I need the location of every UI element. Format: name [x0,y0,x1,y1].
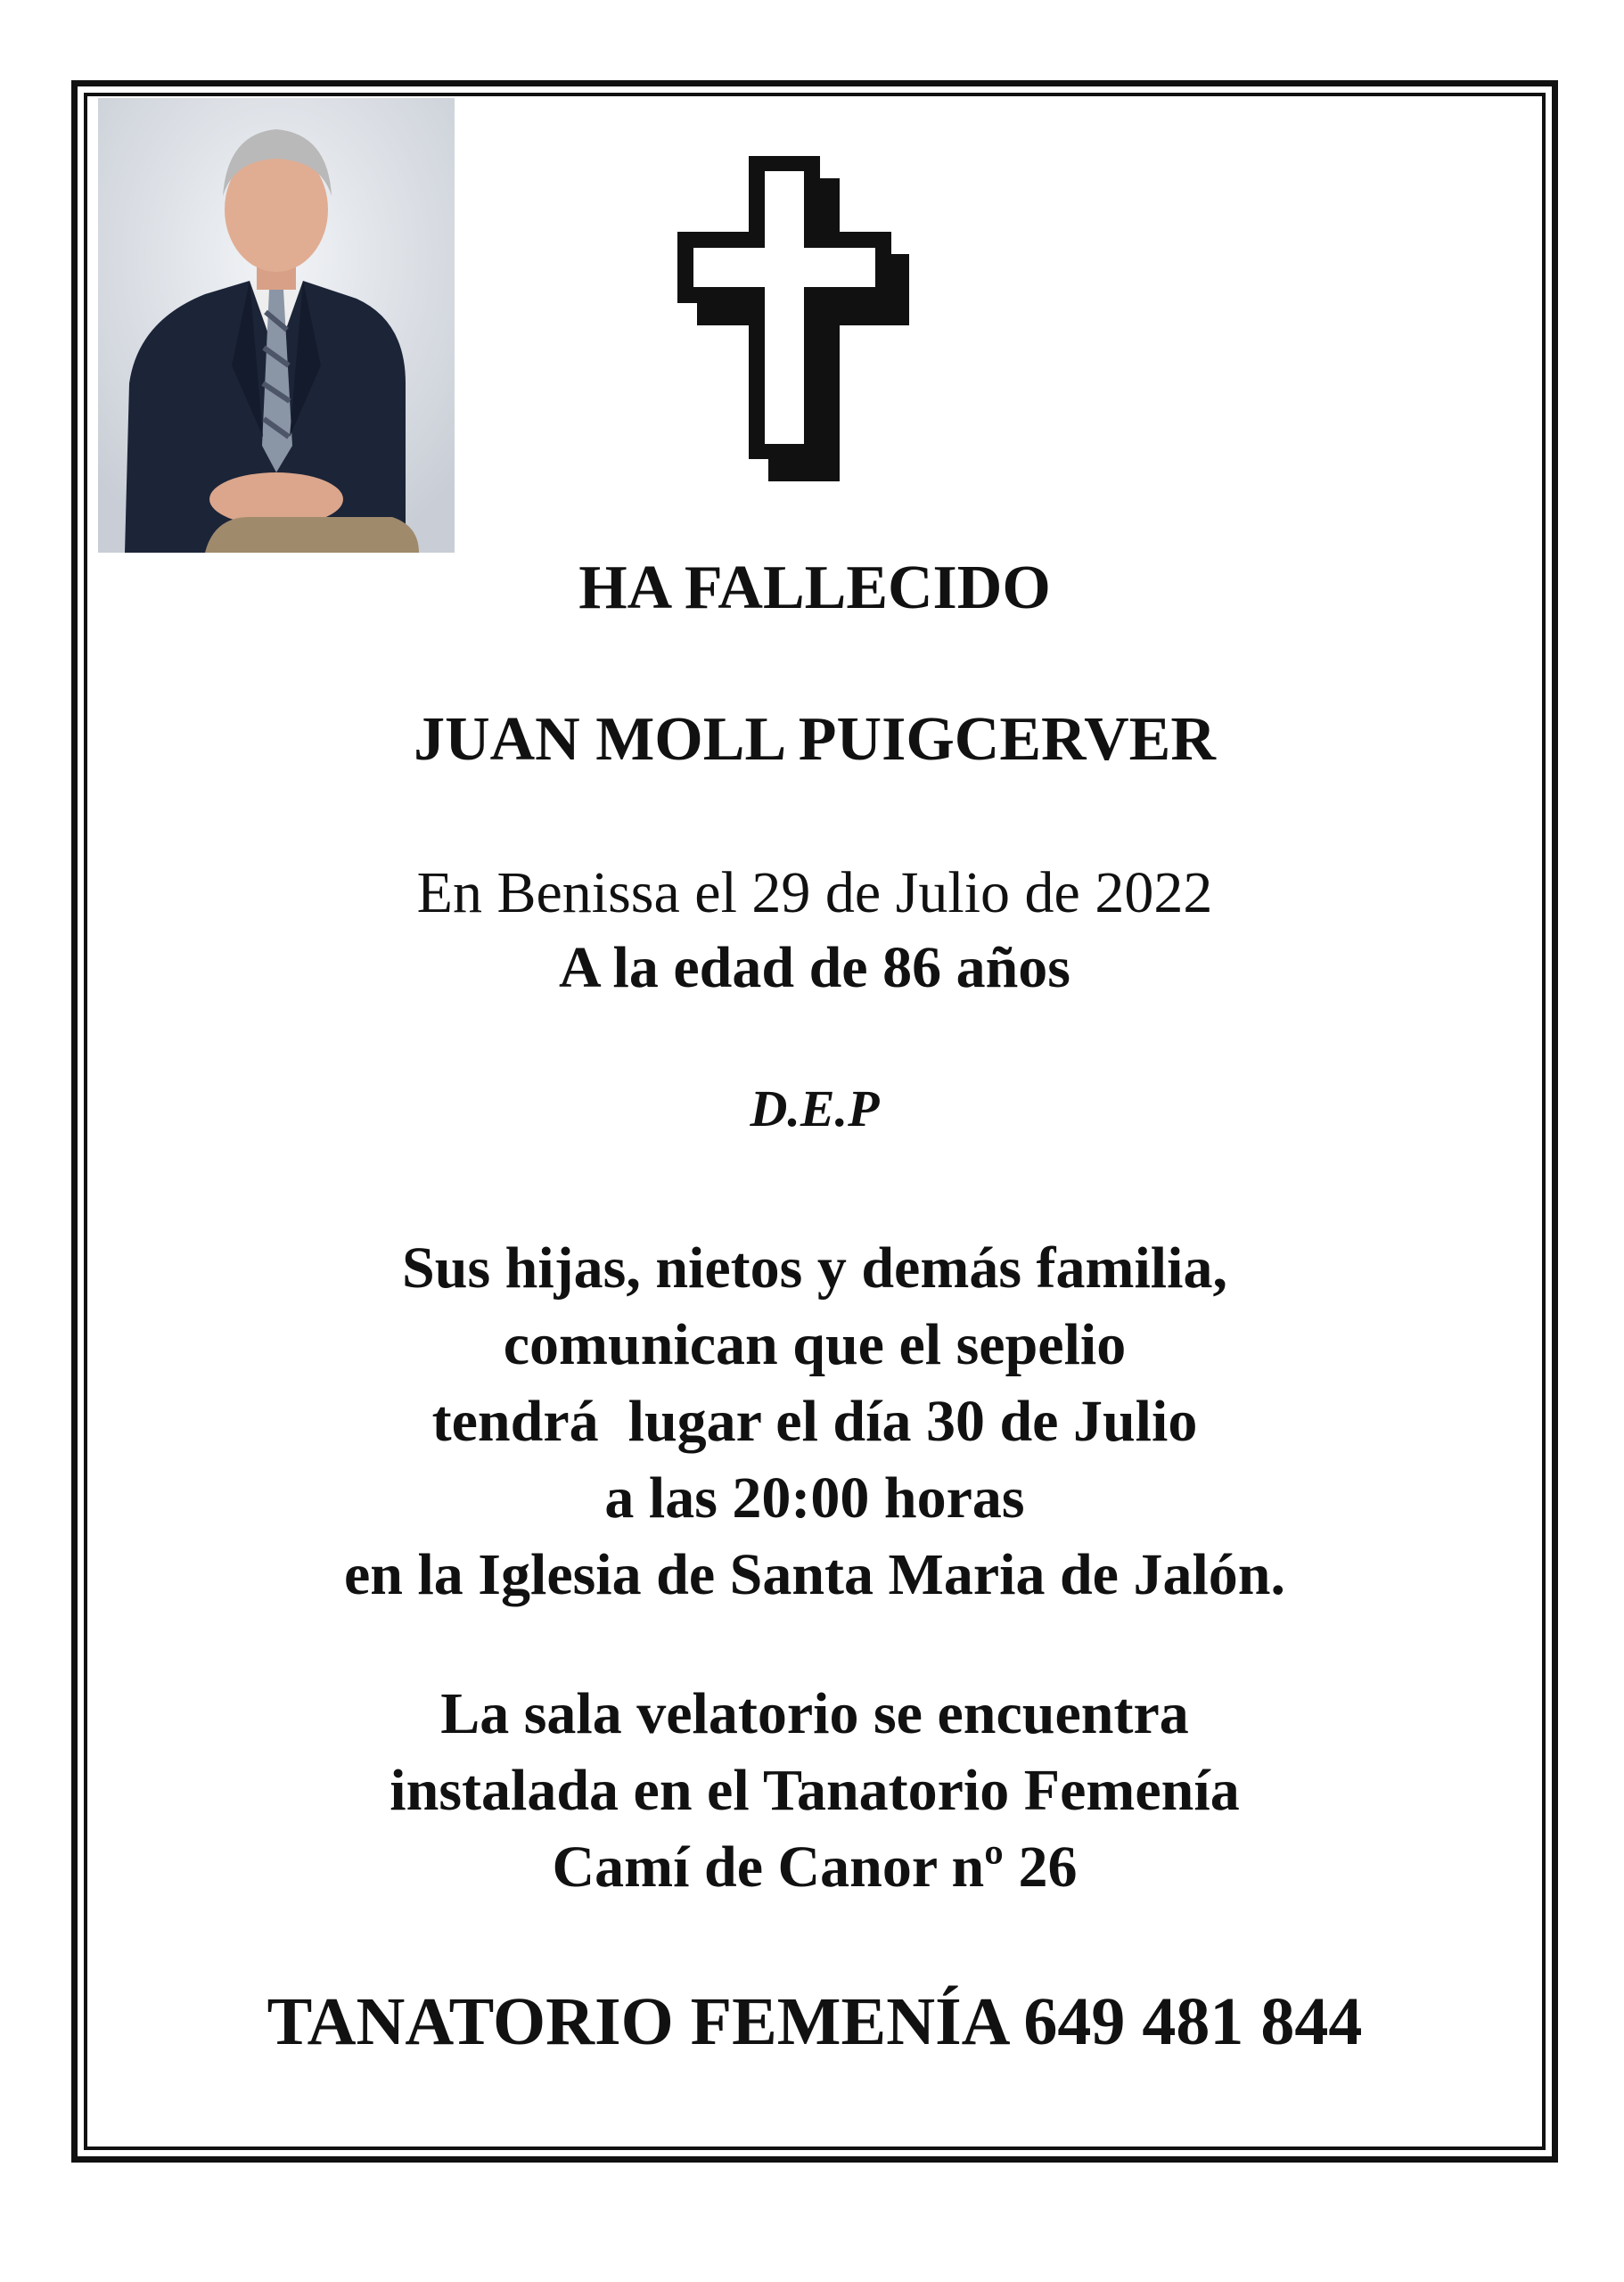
dep-text: D.E.P [750,1079,880,1137]
family-line: Sus hijas, nietos y demás familia, [402,1235,1227,1301]
family-line: a las 20:00 horas [604,1465,1025,1531]
deceased-name-text: JUAN MOLL PUIGCERVER [414,705,1216,774]
place-date-block [84,856,1546,1006]
wake-line: instalada en el Tanatorio Femenía [390,1758,1240,1823]
family-line: en la Iglesia de Santa Maria de Jalón. [343,1542,1286,1607]
family-message [84,1230,1546,1613]
dep [84,1079,1546,1138]
age-line: A la edad de 86 años [559,935,1070,1000]
wake-line: Camí de Canor nº 26 [552,1835,1078,1900]
footer-contact [84,1983,1546,2061]
footer-text: TANATORIO FEMENÍA 649 481 844 [267,1984,1363,2059]
family-line: comunican que el sepelio [503,1312,1127,1377]
heading-text: HA FALLECIDO [578,554,1051,622]
deceased-name [84,704,1546,776]
place-date: En Benissa el 29 de Julio de 2022 [416,860,1213,925]
wake-info [84,1676,1546,1906]
wake-line: La sala velatorio se encuentra [440,1681,1189,1746]
family-line: tendrá lugar el día 30 de Julio [431,1389,1198,1454]
heading [84,553,1546,624]
portrait-photo [98,98,455,553]
latin-cross-icon [677,152,909,481]
